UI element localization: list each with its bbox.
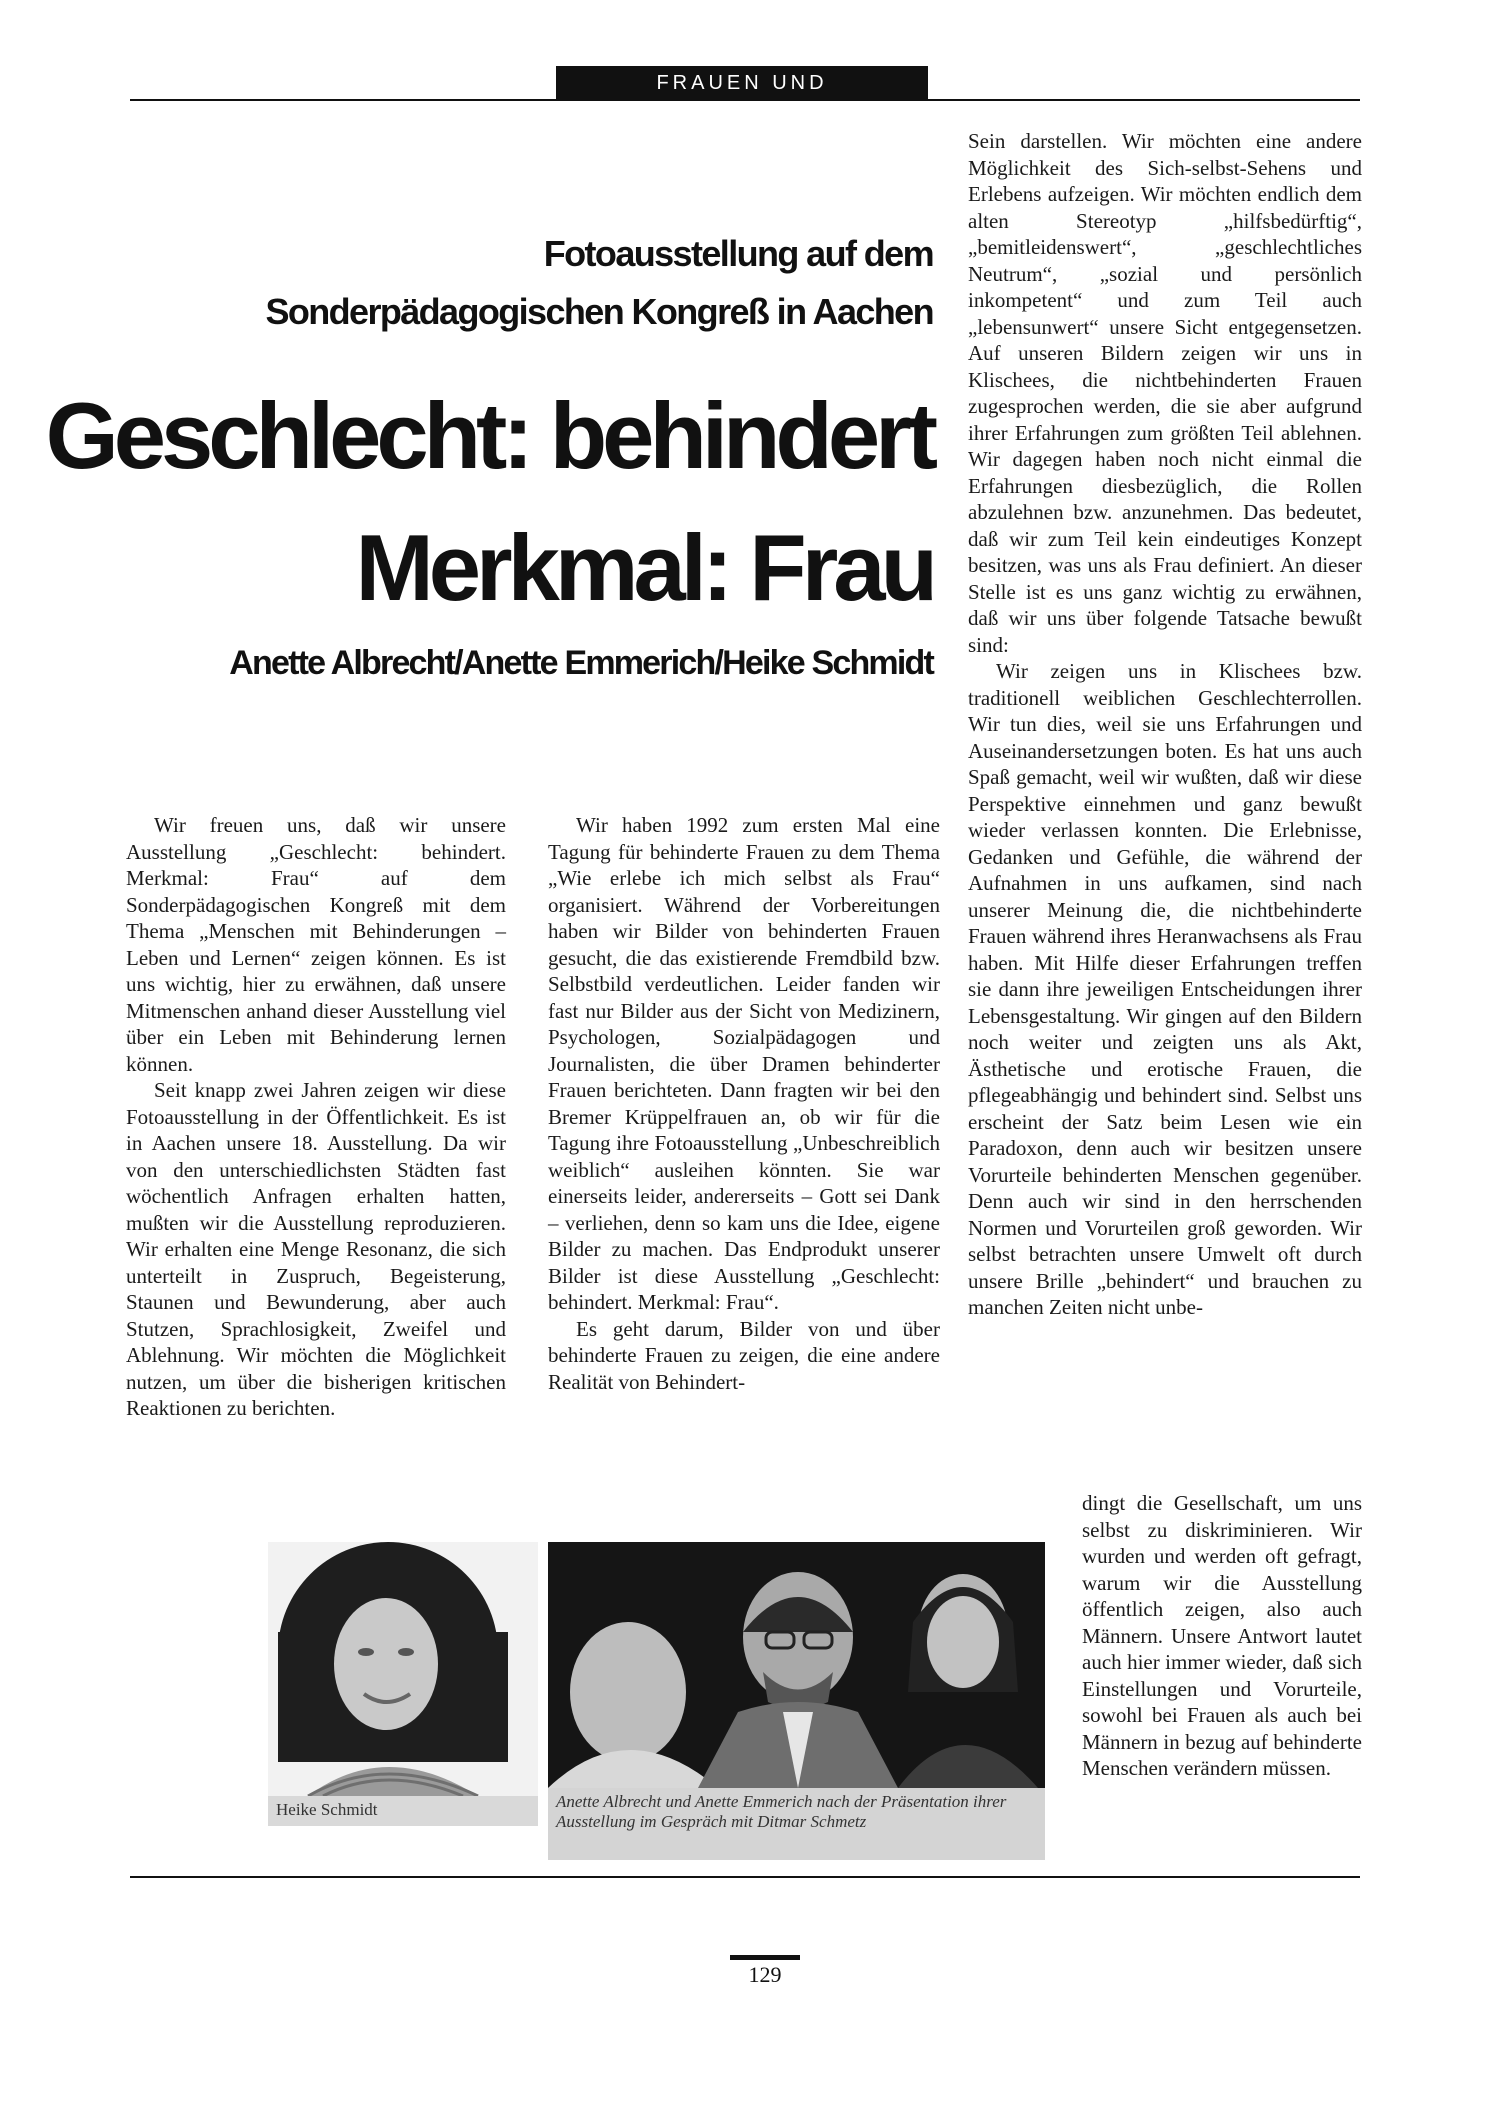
headline-line-2: Merkmal: Frau [355, 515, 933, 620]
headline-line-1: Geschlecht: behindert [45, 383, 933, 488]
authors: Anette Albrecht/Anette Emmerich/Heike Schmidt [229, 644, 933, 682]
paragraph: Sein darstellen. Wir möchten eine andere Möglichkeit des Sich-selbst-Sehens und Erlebens aufzeigen. Wir möchten endlich dem alten Stereotyp „hilfsbedürftig“, „bemitleidenswert“, „geschlechtliches Neutrum“, „sozial und persönlich inkompetent“ und zum Teil auch „lebensunwert“ unsere Sicht entgegensetzen. Auf unseren Bildern zeigen wir uns in Klischees, die nichtbehinderten Frauen zugesprochen werden, die sie aber aufgrund ihrer Erfahrungen zum größten Teil ablehnen. Wir dagegen haben noch nicht einmal die Erfahrungen diesbezüglich, die Rollen abzulehnen bzw. anzunehmen. Das bedeutet, daß wir zum Teil kein eindeutiges Konzept besitzen, was uns als Frau definiert. An dieser Stelle ist es uns ganz wichtig zu erwähnen, daß wir uns über folgende Tatsache bewußt sind: [968, 129, 1362, 657]
group-photo [548, 1542, 1045, 1788]
portrait-photo [268, 1542, 538, 1796]
paragraph: Wir haben 1992 zum ersten Mal eine Tagung für behinderte Frauen zu dem Thema „Wie erlebe ich mich selbst als Frau“ organisiert. Während der Vorbereitungen haben wir Bilder von behinderten Frauen gesucht, die das existierende Fremdbild bzw. Selbstbild verdeutlichen. Leider fanden wir fast nur Bilder aus der Sicht von Medizinern, Psychologen, Sozialpädagogen und Journalisten, die über Dramen behinderter Frauen berichteten. Dann fragten wir bei den Bremer Krüppelfrauen an, ob wir für die Tagung ihre Fotoausstellung „Unbeschreiblich weiblich“ ausleihen könnten. Sie war einerseits leider, andererseits – Gott sei Dank – verliehen, denn so kam uns die Idee, eigene Bilder zu machen. Das Endprodukt unserer Bilder ist diese Ausstellung „Geschlecht: behindert. Merkmal: Frau“. [548, 813, 940, 1314]
section-label: FRAUEN UND BEHINDERUNG [556, 66, 928, 100]
paragraph: Seit knapp zwei Jahren zeigen wir diese Fotoausstellung in der Öffentlichkeit. Es ist in Aachen unsere 18. Ausstellung. Da wir von den unterschiedlichsten Städten fast wöchentlich Anfragen erhalten hatten, mußten wir die Ausstellung reproduzieren. Wir erhalten eine Menge Resonanz, die sich unterteilt in Zuspruch, Begeisterung, Staunen und Bewunderung, aber auch Stutzen, Sprachlosigkeit, Zweifel und Ablehnung. Wir möchten die Möglichkeit nutzen, um über die bisherigen kritischen Reaktionen zu berichten. [126, 1078, 506, 1420]
photo-caption-left: Heike Schmidt [276, 1800, 378, 1819]
paragraph: dingt die Gesellschaft, um uns selbst zu diskriminieren. Wir wurden und werden oft gefragt, warum wir die Ausstellung öffentlich zeigen, also auch Männern. Unsere Antwort lautet auch hier immer wieder, daß sich Einstellungen und Vorurteile, sowohl bei Frauen als auch bei Männern in bezug auf behinderte Menschen verändern müssen. [1082, 1491, 1362, 1780]
page-number: 129 [748, 1962, 782, 1987]
column-3-continued [1082, 1490, 1362, 1782]
headline [46, 370, 933, 634]
column-2 [548, 812, 940, 1395]
photo-caption-right: Anette Albrecht und Anette Emmerich nach der Präsentation ihrer Ausstellung im Gespräch mit Ditmar Schmetz [556, 1792, 1007, 1831]
column-1 [126, 812, 506, 1422]
paragraph: Wir freuen uns, daß wir unsere Ausstellung „Geschlecht: behindert. Merkmal: Frau“ auf dem Sonderpädagogischen Kongreß mit dem Thema „Menschen mit Behinderungen – Leben und Lernen“ zeigen können. Es ist uns wichtig, hier zu erwähnen, daß unsere Mitmenschen anhand dieser Ausstellung viel über ein Leben mit Behinderung lernen können. [126, 813, 506, 1076]
footer-rule [130, 1876, 1360, 1878]
header-rule [130, 99, 1360, 101]
paragraph: Es geht darum, Bilder von und über behinderte Frauen zu zeigen, die eine andere Realität von Behindert- [548, 1316, 940, 1394]
column-3 [968, 128, 1362, 1321]
kicker-line-1: Fotoausstellung auf dem [543, 233, 933, 274]
page-number-bar [730, 1955, 800, 1960]
kicker-line-2: Sonderpädagogischen Kongreß in Aachen [265, 291, 933, 332]
paragraph: Wir zeigen uns in Klischees bzw. traditionell weiblichen Geschlechterrollen. Wir tun dies, weil sie uns Erfahrungen und Auseinandersetzungen boten. Es hat uns auch Spaß gemacht, weil wir wußten, daß wir diese Perspektive einnehmen und ganz bewußt wieder verlassen konnten. Die Erlebnisse, Gedanken und Gefühle, die während der Aufnahmen in uns aufkamen, sind nach unserer Meinung die, die nichtbehinderte Frauen während ihres Heranwachsens als Frau haben. Mit Hilfe dieser Erfahrungen treffen sie dann ihre jeweiligen Entscheidungen ihrer Lebensgestaltung. Wir gingen auf den Bildern noch weiter und zeigten uns als Akt, Ästhetische und erotische Frauen, die pflegeabhängig und behindert sind. Selbst uns erscheint der Satz beim Lesen wie ein Paradoxon, denn auch wir besitzen unsere Vorurteile behinderten Menschen gegenüber. Denn auch wir sind in den herrschenden Normen und Vorurteilen groß geworden. Wir selbst betrachten unsere Umwelt oft durch unsere Brille „behindert“ und brauchen zu manchen Zeiten nicht unbe- [968, 659, 1362, 1319]
